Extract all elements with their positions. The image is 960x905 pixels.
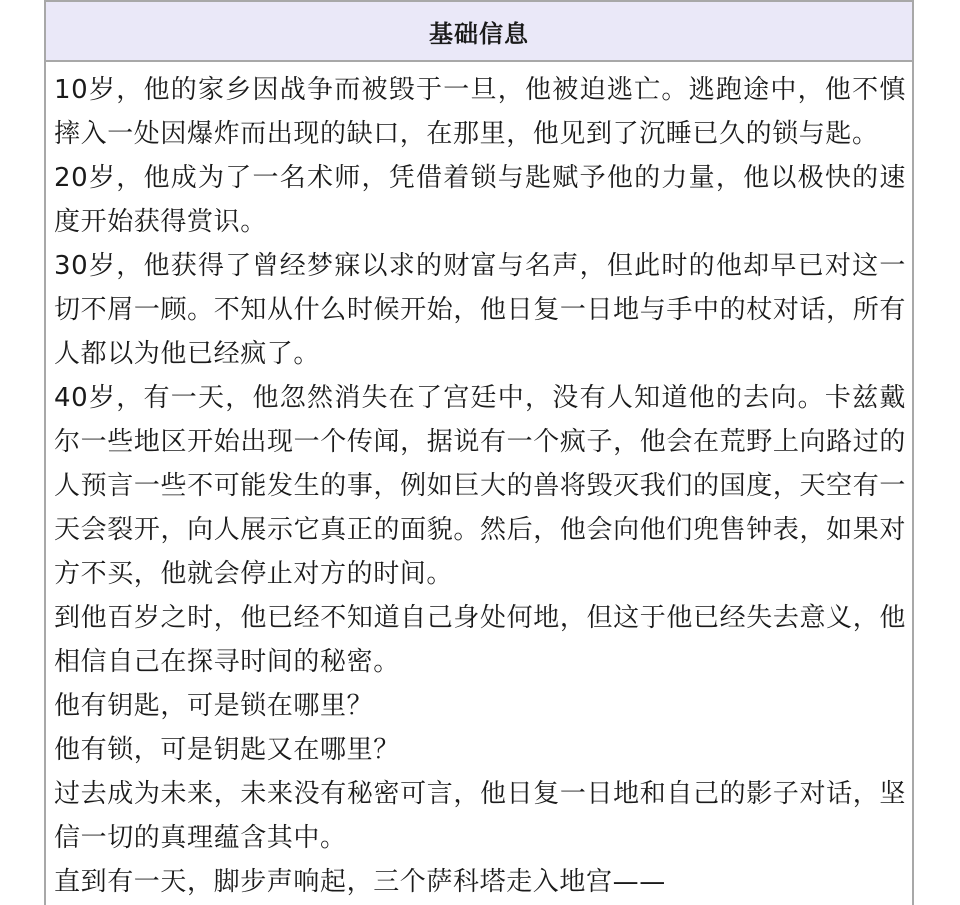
paragraph-past-future: 过去成为未来，未来没有秘密可言，他日复一日地和自己的影子对话，坚信一切的真理蕴含其中。 — [54, 779, 906, 853]
paragraph-age-20: 20岁，他成为了一名术师，凭借着锁与匙赋予他的力量，他以极快的速度开始获得赏识。 — [54, 163, 906, 237]
panel-header — [46, 2, 912, 62]
paragraph-age-10: 10岁，他的家乡因战争而被毁于一旦，他被迫逃亡。逃跑途中，他不慎摔入一处因爆炸而出现的缺口，在那里，他见到了沉睡已久的锁与匙。 — [54, 75, 906, 149]
paragraph-age-30: 30岁，他获得了曾经梦寐以求的财富与名声，但此时的他却早已对这一切不屑一顾。不知从什么时候开始，他日复一日地与手中的杖对话，所有人都以为他已经疯了。 — [54, 251, 906, 369]
panel-title: 基础信息 — [429, 19, 529, 48]
panel-content — [46, 62, 912, 904]
paragraph-age-100: 到他百岁之时，他已经不知道自己身处何地，但这于他已经失去意义，他相信自己在探寻时间的秘密。 — [54, 603, 906, 677]
paragraph-lock-question: 他有锁，可是钥匙又在哪里？ — [54, 735, 400, 765]
paragraph-key-question: 他有钥匙，可是锁在哪里？ — [54, 691, 374, 721]
paragraph-age-40: 40岁，有一天，他忽然消失在了宫廷中，没有人知道他的去向。卡兹戴尔一些地区开始出现一个传闻，据说有一个疯子，他会在荒野上向路过的人预言一些不可能发生的事，例如巨大的兽将毁灭我们的国度，天空有一天会裂开，向人展示它真正的面貌。然后，他会向他们兜售钟表，如果对方不买，他就会停止对方的时间。 — [54, 383, 906, 589]
info-panel — [44, 0, 914, 905]
paragraph-ending: 直到有一天，脚步声响起，三个萨科塔走入地宫—— — [54, 867, 666, 897]
